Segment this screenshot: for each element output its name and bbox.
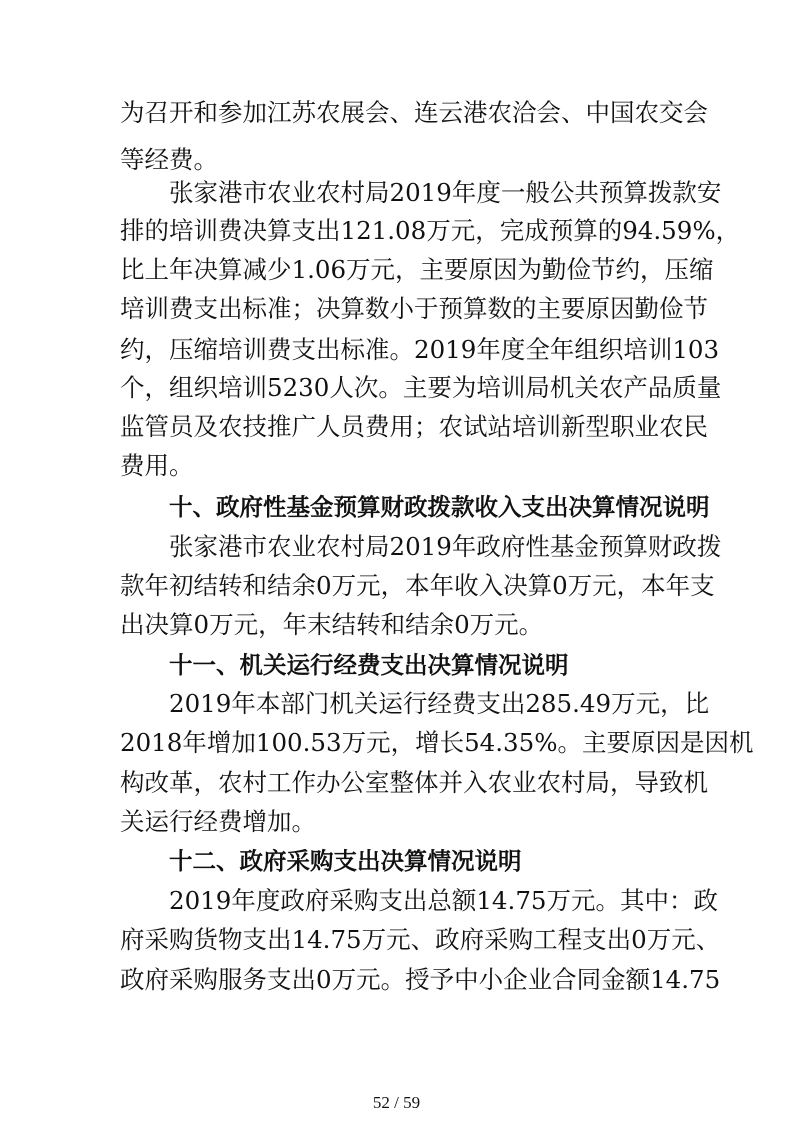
paragraph-line: 张家港市农业农村局2019年政府性基金预算财政拨 <box>169 532 722 561</box>
paragraph-line: 张家港市农业农村局2019年度一般公共预算拨款安 <box>169 178 722 207</box>
paragraph-line: 培训费支出标准；决算数小于预算数的主要原因勤俭节 <box>120 294 708 323</box>
section-heading: 十一、机关运行经费支出决算情况说明 <box>169 651 569 679</box>
paragraph-line: 等经费。 <box>120 145 218 174</box>
paragraph-line: 2019年度政府采购支出总额14.75万元。其中：政 <box>169 886 718 915</box>
paragraph-line: 构改革，农村工作办公室整体并入农业农村局，导致机 <box>120 768 708 797</box>
paragraph-line: 为召开和参加江苏农展会、连云港农洽会、中国农交会 <box>120 98 708 127</box>
paragraph-line: 费用。 <box>120 451 194 480</box>
paragraph-line: 监管员及农技推广人员费用；农试站培训新型职业农民 <box>120 412 708 441</box>
section-heading: 十二、政府采购支出决算情况说明 <box>169 847 522 875</box>
paragraph-line: 政府采购服务支出0万元。授予中小企业合同金额14.75 <box>120 965 721 994</box>
paragraph-line: 排的培训费决算支出121.08万元，完成预算的94.59%， <box>120 216 741 245</box>
paragraph-line: 关运行经费增加。 <box>120 807 316 836</box>
paragraph-line: 2018年增加100.53万元，增长54.35%。主要原因是因机 <box>120 728 754 757</box>
paragraph-line: 约，压缩培训费支出标准。2019年度全年组织培训103 <box>120 335 720 364</box>
paragraph-line: 府采购货物支出14.75万元、政府采购工程支出0万元、 <box>120 925 721 954</box>
paragraph-line: 个，组织培训5230人次。主要为培训局机关农产品质量 <box>120 373 722 402</box>
paragraph-line: 出决算0万元，年末结转和结余0万元。 <box>120 610 544 639</box>
paragraph-line: 比上年决算减少1.06万元，主要原因为勤俭节约，压缩 <box>120 255 714 284</box>
page-number: 52 / 59 <box>372 1093 421 1112</box>
paragraph-line: 2019年本部门机关运行经费支出285.49万元，比 <box>169 689 710 718</box>
paragraph-line: 款年初结转和结余0万元，本年收入决算0万元，本年支 <box>120 571 715 600</box>
section-heading: 十、政府性基金预算财政拨款收入支出决算情况说明 <box>169 493 710 521</box>
